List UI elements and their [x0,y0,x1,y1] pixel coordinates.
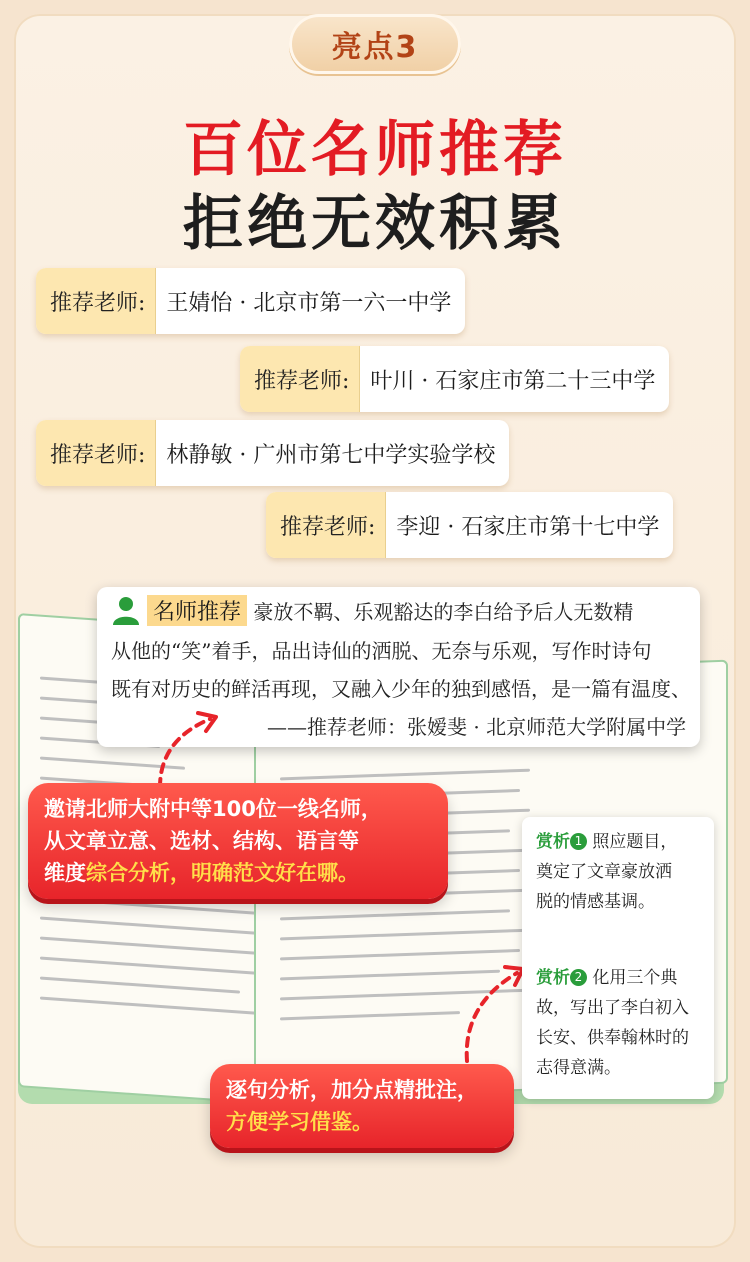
callout-line-1: 逐句分析，加分点精批注， [226,1078,478,1102]
callout-line-1: 邀请北师大附中等100位一线名师， [44,797,382,821]
annotation-2 [536,963,706,1083]
teacher-pill-3 [36,420,509,486]
annotation-key: 赏析 [536,968,570,988]
teacher-label: 推荐老师: [266,492,386,558]
annotation-notes [522,817,714,1099]
annotation-text: 奠定了文章豪放洒 [536,862,672,882]
teacher-value: 叶川 · 石家庄市第二十三中学 [370,368,656,394]
highlight-badge [289,14,461,74]
annotation-text: 志得意满。 [536,1058,621,1078]
annotation-text: 脱的情感基调。 [536,892,655,912]
annotation-key: 赏析 [536,832,570,852]
badge-text: 亮点3 [331,30,419,65]
annotation-1 [536,827,706,917]
teacher-value: 李迎 · 石家庄市第十七中学 [396,514,660,540]
callout-teacher-analysis [28,783,448,899]
teacher-pill-4 [266,492,673,558]
callout-highlight: 综合分析，明确范文好在哪。 [86,861,359,885]
recommendation-signature: ——推荐老师：张嫒斐 · 北京师范大学附属中学 [267,715,687,739]
recommendation-line-3: 既有对历史的鲜活再现，又融入少年的独到感悟，是一篇有温度、 [111,677,691,701]
recommendation-line-2: 从他的“笑”着手，品出诗仙的洒脱、无奈与乐观，写作时诗句 [111,639,652,663]
callout-sentence-analysis [210,1064,514,1148]
annotation-text: 长安、供奉翰林时的 [536,1028,689,1048]
recommendation-text-1: 豪放不羁、乐观豁达的李白给予后人无数精 [253,600,634,624]
callout-line-2: 从文章立意、选材、结构、语言等 [44,829,359,853]
callout-line-3 [44,857,432,889]
recommendation-tag: 名师推荐 [147,595,247,626]
teacher-label: 推荐老师: [36,420,156,486]
teacher-value: 王婧怡 · 北京市第一六一中学 [166,290,452,316]
headline-line-1: 百位名师推荐 [183,115,567,185]
teacher-value: 林静敏 · 广州市第七中学实验学校 [166,442,496,468]
teacher-label: 推荐老师: [36,268,156,334]
teacher-label: 推荐老师: [240,346,360,412]
callout-line-2: 方便学习借鉴。 [226,1110,373,1134]
annotation-number: 1 [570,833,587,850]
annotation-number: 2 [570,969,587,986]
teacher-pill-1 [36,268,465,334]
annotation-text: 化用三个典 [592,968,678,988]
recommendation-line-1 [147,595,633,626]
teacher-pill-2 [240,346,669,412]
headline-line-2: 拒绝无效积累 [183,189,567,259]
annotation-text: 故，写出了李白初入 [536,998,689,1018]
person-icon [111,595,141,625]
callout-line-3-prefix: 维度 [44,861,86,885]
dashed-arrow-icon [140,705,230,795]
annotation-text: 照应题目， [592,832,678,852]
